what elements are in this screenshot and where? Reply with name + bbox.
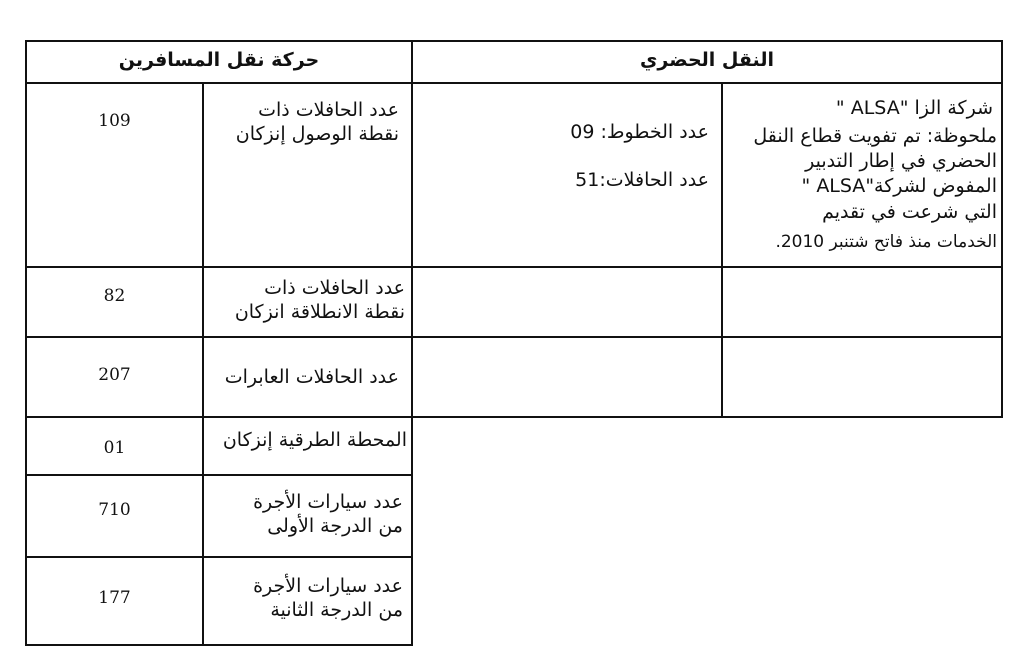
passenger-label-line: عدد الحافلات العابرات <box>224 366 399 388</box>
urban-note-line-2: الحضري في إطار التدبير <box>805 150 997 172</box>
passenger-label-cell <box>202 82 413 268</box>
urban-company-cell <box>721 82 1003 268</box>
urban-empty-cell-1 <box>721 266 1003 338</box>
passenger-label-line: عدد سيارات الأجرة <box>253 575 403 597</box>
passenger-label-line: عدد الحافلات ذات <box>264 277 405 299</box>
passenger-value-cell <box>25 82 204 268</box>
urban-lines-count: عدد الخطوط: 09 <box>570 121 709 143</box>
urban-buses-count: عدد الحافلات:51 <box>575 169 709 191</box>
passenger-label-line: عدد سيارات الأجرة <box>253 491 403 513</box>
urban-empty-cell-4 <box>411 336 723 418</box>
passenger-value-cell <box>25 474 204 558</box>
passenger-label-line: المحطة الطرقية إنزكان <box>222 429 407 451</box>
passenger-value: 82 <box>103 286 126 306</box>
header-passenger-cell <box>25 40 413 84</box>
header-urban-cell <box>411 40 1003 84</box>
urban-note-line-5: الخدمات منذ فاتح شتنبر 2010. <box>775 232 997 252</box>
header-urban: النقل الحضري <box>640 49 774 71</box>
passenger-value: 710 <box>98 500 131 520</box>
passenger-label-cell <box>202 266 413 338</box>
urban-note-line-4: التي شرعت في تقديم <box>822 201 997 223</box>
passenger-value-cell <box>25 266 204 338</box>
urban-empty-cell-2 <box>411 266 723 338</box>
passenger-label-cell <box>202 556 413 646</box>
passenger-value: 207 <box>98 365 131 385</box>
urban-company: شركة الزا "ALSA " <box>835 97 993 119</box>
urban-note-line-1: ملحوظة: تم تفويت قطاع النقل <box>753 125 997 147</box>
passenger-value: 01 <box>103 438 126 458</box>
passenger-value-cell <box>25 556 204 646</box>
passenger-label-cell <box>202 336 413 418</box>
urban-counts-cell <box>411 82 723 268</box>
passenger-label-line: من الدرجة الثانية <box>270 599 403 621</box>
header-passenger: حركة نقل المسافرين <box>118 49 320 71</box>
passenger-label-cell <box>202 474 413 558</box>
passenger-label-cell <box>202 416 413 476</box>
passenger-label-line: نقطة الانطلاقة انزكان <box>234 301 405 323</box>
passenger-value-cell <box>25 336 204 418</box>
passenger-label-line: من الدرجة الأولى <box>267 515 403 537</box>
passenger-value: 177 <box>98 588 131 608</box>
urban-note-line-3: المفوض لشركة"ALSA " <box>801 175 997 197</box>
urban-empty-cell-3 <box>721 336 1003 418</box>
passenger-label-line: عدد الحافلات ذات <box>258 99 399 121</box>
passenger-value-cell <box>25 416 204 476</box>
passenger-value: 109 <box>98 111 131 131</box>
passenger-label-line: نقطة الوصول إنزكان <box>235 123 399 145</box>
